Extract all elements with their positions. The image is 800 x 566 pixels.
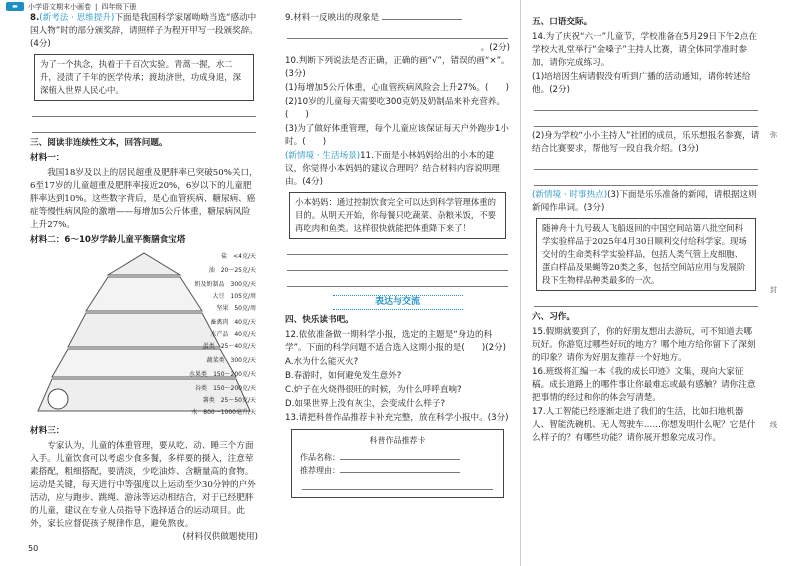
- pyramid-amount: 105克/周: [230, 293, 256, 300]
- q10-item-2[interactable]: (2)10岁的儿童每天需要吃300克奶及奶制品来补充营养。( ): [285, 97, 505, 120]
- recommendation-card: [291, 429, 504, 498]
- side-mark-1: 弥: [770, 131, 777, 139]
- pyramid-row: [189, 371, 256, 379]
- card-reason-row: [300, 464, 495, 477]
- pyramid-row: [209, 267, 256, 275]
- q8-tag: (新考法 · 思维提升): [39, 13, 115, 23]
- pyramid-row: [213, 293, 257, 301]
- column-left: [30, 12, 258, 544]
- pyramid-amount: 40克/天: [234, 331, 256, 338]
- section-5-heading: 五、口语交际。: [532, 17, 593, 27]
- q12-option-b[interactable]: B.春游时，如何避免发生意外?: [285, 371, 402, 381]
- card-name-input[interactable]: [340, 459, 460, 460]
- brand-logo-icon: ▬: [6, 2, 24, 11]
- section-4-heading: 四、快乐读书吧。: [285, 315, 354, 325]
- q12-option-a[interactable]: A.水为什么能灭火?: [285, 357, 359, 367]
- question-17: 17.人工智能已经逐渐走进了我们的生活，比如扫地机器人、智能洗碗机、无人驾驶车……你想发明什么呢？它是什么样子的？有哪些功能？请你展开想象完成习作。: [532, 407, 756, 443]
- q11-text: 11.下面是小林妈妈给出的小本的建议，你觉得小本妈妈的建议合理吗？结合材料内容说明理由。(4分): [285, 151, 500, 187]
- pyramid-item: 蔬菜类: [206, 357, 225, 364]
- pyramid-item: 水: [191, 409, 198, 416]
- page-spine-divider: [520, 0, 521, 566]
- q9-answer-line[interactable]: [382, 19, 462, 20]
- pyramid-amount: 20～25克/天: [220, 267, 256, 274]
- header-divider: |: [95, 2, 98, 11]
- header-title: 小学语文期末小画卷: [28, 2, 91, 11]
- card-title: 科普作品推荐卡: [369, 436, 426, 445]
- answer-line[interactable]: [534, 114, 758, 127]
- pyramid-row: [203, 343, 256, 351]
- question-11: [285, 150, 510, 189]
- question-9: [285, 12, 510, 25]
- answer-line[interactable]: [534, 98, 758, 111]
- pyramid-amount: <4克/天: [233, 253, 256, 260]
- pyramid-item: 谷类: [195, 385, 208, 392]
- question-13: 13.请把科普作品推荐卡补充完整，放在科学小报中。(3分): [285, 413, 509, 423]
- q8-example-box: 为了一个执念，执着于千百次实验。青蒿一握，水二升，浸渍了千年的医学传承；渡劫济世，功成身退，深深植入世界人民心中。: [34, 54, 254, 101]
- question-14: 14.为了庆祝“六一”儿童节，学校准备在5月29日下午2点在学校大礼堂举行“金嗓子”主持人比赛，请全体同学准时参加，请你完成练习。: [532, 32, 757, 68]
- pyramid-item: 蛋类: [202, 343, 215, 350]
- answer-line[interactable]: [534, 157, 758, 170]
- q14-part-1: (1)培培因生病请假没有听到广播的活动通知，请你转述给他。(2分): [532, 72, 751, 95]
- question-15: 15.假期就要到了，你的好朋友想出去游玩，可不知道去哪玩好。你游览过哪些好玩的地方？哪个地方给你留下了深刻的印象？请你为好朋友推荐一个好地方。: [532, 327, 756, 363]
- pyramid-item: 水果类: [189, 371, 208, 378]
- pyramid-amount: 25～50克/天: [220, 397, 256, 404]
- pyramid-row: [210, 331, 256, 339]
- pyramid-row: [207, 357, 257, 365]
- question-8: [30, 12, 258, 51]
- answer-line[interactable]: [287, 242, 508, 255]
- q11-quote-box: 小本妈妈：通过控制饮食完全可以达到科学管理体重的目的。从明天开始，你每餐只吃蔬菜、杂粮米饭，不要再吃肉和鱼类。这样很快就能把体重降下来了！: [289, 192, 506, 239]
- pyramid-item: 薯类: [202, 397, 215, 404]
- pyramid-row: [195, 281, 257, 289]
- q14-3-text: (3)下面是乐乐准备的新闻，请根据这则新闻作串词。(3分): [532, 190, 757, 213]
- pyramid-amount: 25～40克/天: [220, 343, 256, 350]
- side-mark-2: 封: [770, 286, 777, 294]
- question-10: 10.判断下列说法是否正确，正确的画“√”，错误的画“×”。(3分): [285, 56, 510, 79]
- card-reason-input[interactable]: [340, 472, 460, 473]
- q8-text: 下面是我国科学家屠呦呦当选“感动中国人物”时的部分颁奖辞，请照样子为程开甲写一段颁奖辞。(4分): [30, 13, 258, 49]
- question-12: 12.依依准备做一期科学小报，选定的主题是“身边的科学”。下面的科学问题不适合选入这期小报的是( )(2分): [285, 330, 506, 353]
- q12-option-c[interactable]: C.炉子在火烧得很旺的时候，为什么呼呼直响?: [285, 385, 462, 395]
- section-3-heading: 三、阅读非连续性文本，回答问题。: [30, 138, 168, 148]
- pyramid-item: 奶及奶制品: [194, 281, 225, 288]
- card-reason-label: 推荐理由：: [300, 466, 340, 475]
- pyramid-row: [191, 409, 256, 417]
- food-pyramid: [30, 249, 258, 421]
- pyramid-amount: 150～200克/天: [213, 371, 256, 378]
- q14-part-2: (2)身为学校“小小主持人”社团的成员，乐乐想报名参赛，请结合比赛要求，帮他写一段自我介绍。(3分): [532, 131, 760, 154]
- pyramid-row: [195, 385, 256, 393]
- pyramid-item: 水产品: [210, 331, 229, 338]
- section-6-heading: 六、习作。: [532, 312, 575, 322]
- pyramid-amount: 40克/天: [234, 319, 256, 326]
- answer-line[interactable]: [32, 104, 256, 117]
- material-3-title: 材料三：: [30, 426, 65, 436]
- pyramid-item: 盐: [221, 253, 228, 260]
- answer-line[interactable]: [287, 274, 508, 287]
- pyramid-row: [221, 253, 256, 261]
- header: [6, 1, 136, 12]
- answer-line[interactable]: [534, 173, 758, 186]
- answer-line[interactable]: [32, 120, 256, 133]
- side-mark-3: 线: [770, 421, 777, 429]
- q9-text: 9.材料一反映出的现象是: [285, 13, 380, 23]
- answer-line[interactable]: [287, 26, 508, 39]
- material-note: (材料仅供做题使用): [182, 532, 258, 542]
- q8-number: 8.: [30, 13, 40, 23]
- pyramid-amount: 50克/周: [234, 305, 256, 312]
- page-number: 50: [28, 544, 39, 553]
- pyramid-row: [216, 305, 256, 313]
- q10-item-1[interactable]: (1)每增加5公斤体重，心血管疾病风险会上升27%。( ): [285, 83, 509, 93]
- section-banner: 表达与交流: [333, 295, 463, 310]
- pyramid-amount: 150～200克/天: [213, 385, 256, 392]
- q14-part-3: [532, 189, 760, 215]
- answer-line[interactable]: [534, 294, 758, 307]
- pyramid-row: [210, 319, 256, 327]
- answer-line[interactable]: [287, 258, 508, 271]
- pyramid-item: 油: [208, 267, 215, 274]
- material-1-text: 我国18岁及以上的居民超重及肥胖率已突破50%关口，6至17岁的儿童超重及肥胖率接近20%，6岁以下的儿童肥胖率达到10%。这些数字背后，是心血管疾病、糖尿病、癌症等慢性病风险的激增——每增加5公斤体重，糖尿病风险上升27%。: [30, 168, 258, 230]
- pyramid-amount: 300克/天: [230, 281, 256, 288]
- question-16: 16.班级将汇编一本《我的成长印迹》文集，现向大家征稿。成长道路上的哪件事让你最难忘或最有感触？请你注意把事情的经过和你的体会写清楚。: [532, 367, 756, 403]
- card-name-label: 作品名称：: [300, 453, 340, 462]
- q11-tag: (新情境 · 生活场景): [285, 151, 361, 161]
- pyramid-amount: 300克/天: [230, 357, 256, 364]
- answer-line[interactable]: [302, 477, 493, 490]
- column-right: [532, 12, 760, 446]
- material-1-title: 材料一：: [30, 153, 65, 163]
- pyramid-row: [203, 397, 256, 405]
- pyramid-item: 畜禽肉: [210, 319, 229, 326]
- pyramid-amount: 800～1000毫升/天: [203, 409, 256, 416]
- pyramid-item: 大豆: [212, 293, 225, 300]
- material-2-title: 材料二：6～10岁学龄儿童平衡膳食宝塔: [30, 235, 186, 245]
- column-middle: [285, 12, 510, 502]
- card-name-row: [300, 451, 495, 464]
- q9-score: 。(2分): [480, 43, 510, 53]
- q10-item-3[interactable]: (3)为了做好体重管理，每个儿童应该保证每天户外跑步1小时。( ): [285, 124, 509, 147]
- material-3-text: 专家认为，儿童的体重管理，要从吃、动、睡三个方面入手。儿童饮食可以考虑少食多餐，多样要的摄入，注意荤素搭配，粗细搭配，要清淡，少吃油炸、含糖量高的食物。运动是关键，每天进行中等强度以上运动至少30分钟的户外活动，应与跑步、跳绳、游泳等运动相结合，对于已经肥胖的儿童，建议在专业人员指导下选择适合的运动项目。此外，家长应督促孩子规律作息，避免熬夜。: [30, 441, 256, 529]
- q12-option-d[interactable]: D.如果世界上没有灰尘，会变成什么样子?: [285, 399, 446, 409]
- q14-3-tag: (新情境 · 时事热点): [532, 190, 608, 200]
- pyramid-item: 坚果: [216, 305, 229, 312]
- header-grade: 四年级下册: [101, 2, 137, 11]
- news-box: 随神舟十九号载人飞船返回的中国空间站第八批空间科学实验样品于2025年4月30日顺利交付给科学家。现场交付的生命类科学实验样品，包括人类气管上皮细胞、蛋白样品及果蝇等20类之多，包括空间站应用与发展阶段下生物样品种类最多的一次。: [536, 218, 756, 291]
